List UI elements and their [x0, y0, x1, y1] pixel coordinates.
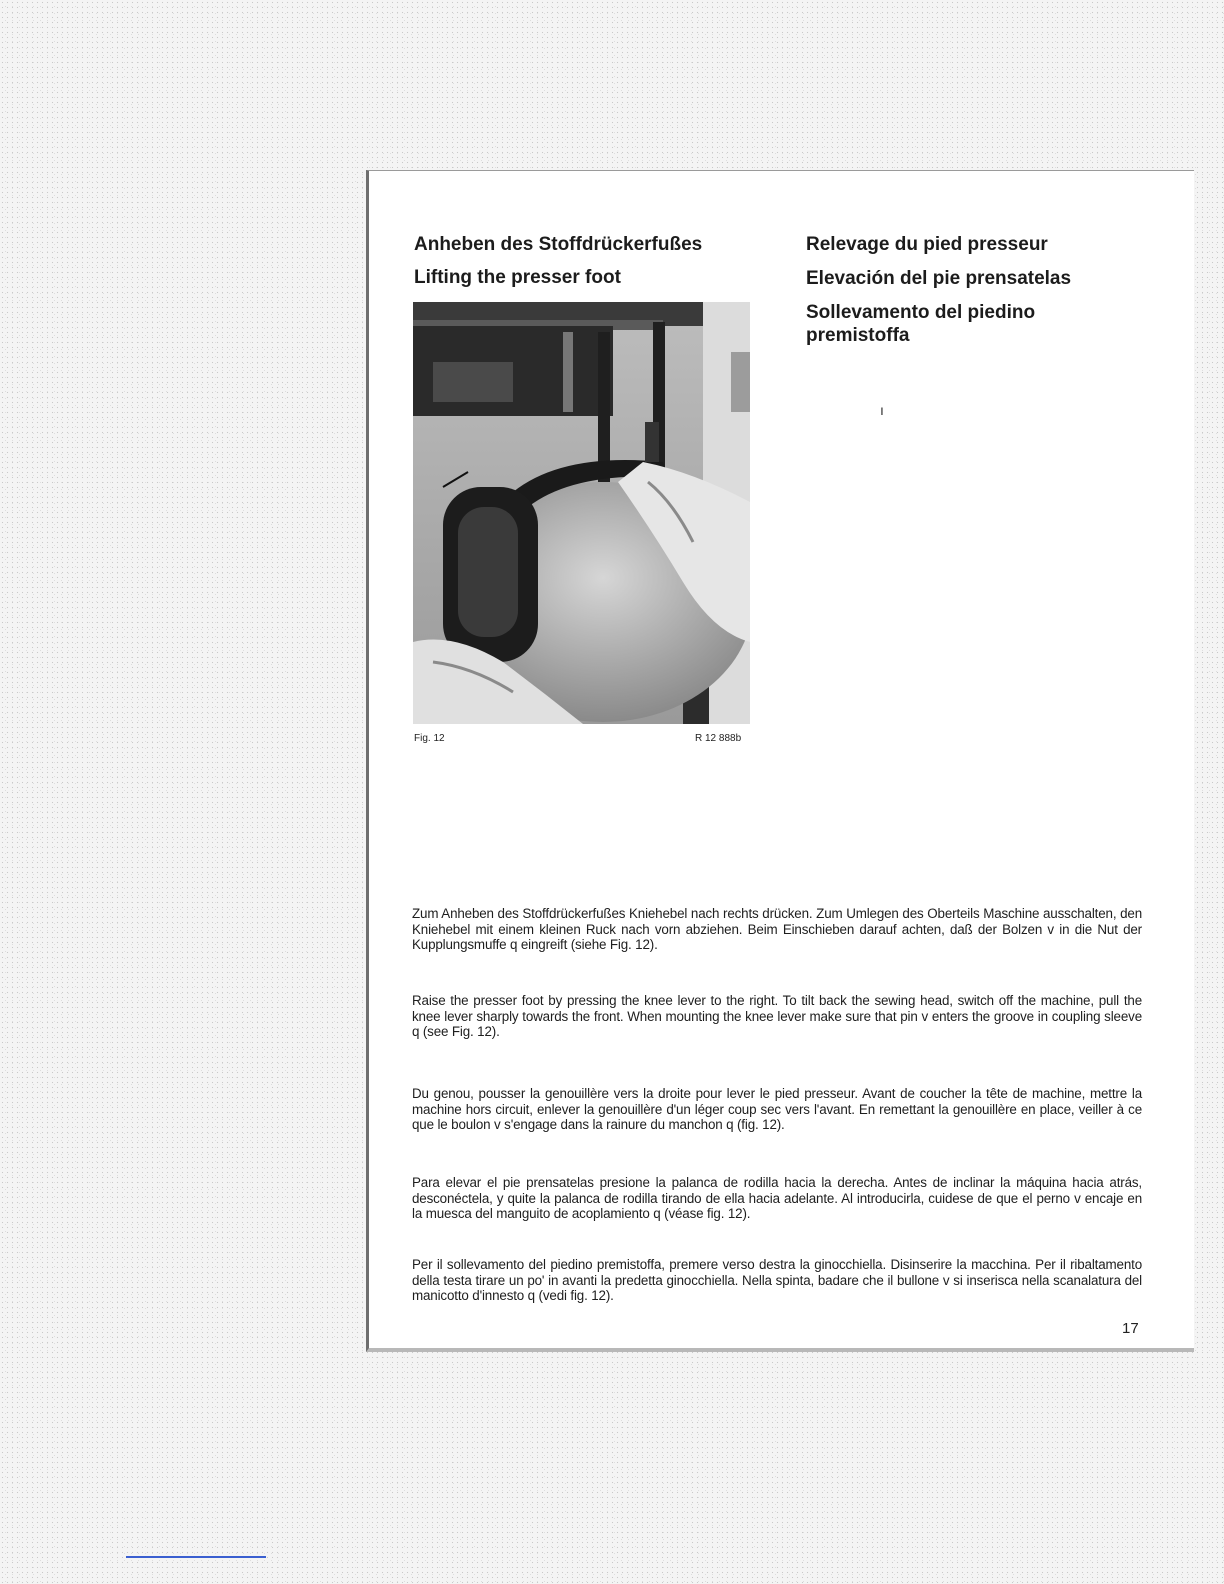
- heading-spanish: Elevación del pie prensatelas: [806, 268, 1072, 289]
- paragraph-english: Raise the presser foot by pressing the knee lever to the right. To tilt back the sewing head, switch off the machine, pull the knee lever sharply towards the front. When mounting the knee lever make sure that pin v enters the groove in coupling sleeve q (see Fig. 12).: [412, 993, 1142, 1039]
- paragraph-german: Zum Anheben des Stoffdrückerfußes Kniehebel nach rechts drücken. Zum Umlegen des Oberteils Maschine ausschalten, den Kniehebel mit einem kleinen Ruck nach vorn abziehen. Beim Einschieben darauf achten, daß der Bolzen v in die Nut der Kupplungsmuffe q eingreift (siehe Fig. 12).: [412, 906, 1142, 952]
- heading-french: Relevage du pied presseur: [806, 234, 1048, 255]
- heading-german: Anheben des Stoffdrückerfußes: [414, 234, 703, 255]
- paragraph-spanish: Para elevar el pie prensatelas presione la palanca de rodilla hacia la derecha. Antes de inclinar la máquina hacia atrás, desconéctela, y quite la palanca de rodilla tirando de ella hacia adelante. Al introducirla, cuidese de que el perno v encaje en la muesca del manguito de acoplamiento q (véase fig. 12).: [412, 1175, 1142, 1221]
- paragraph-italian: Per il sollevamento del piedino premistoffa, premere verso destra la ginocchiella. Disinserire la macchina. Per il ribaltamento della testa tirare un po' in avanti la predetta ginocchiella. Nella spinta, badare che il bullone v si inserisca nella scanalatura del manicotto d'innesto q (vedi fig. 12).: [412, 1257, 1142, 1303]
- stray-mark: ı: [880, 402, 884, 418]
- page-number: 17: [1122, 1320, 1139, 1337]
- heading-italian-line1: Sollevamento del piedino: [806, 302, 1036, 323]
- figure-photo-knee-lever: [413, 302, 750, 724]
- figure-code: R 12 888b: [695, 733, 742, 744]
- paragraph-french: Du genou, pousser la genouillère vers la droite pour lever le pied presseur. Avant de coucher la tête de machine, mettre la machine hors circuit, enlever la genouillère d'un léger coup sec vers l'avant. En remettant la genouillère en place, veiller à ce que le boulon v s'engage dans la rainure du manchon q (fig. 12).: [412, 1086, 1142, 1132]
- figure-label: Fig. 12: [414, 733, 445, 744]
- scan-edge-mark: [126, 1556, 266, 1558]
- heading-english: Lifting the presser foot: [414, 267, 621, 288]
- heading-italian-line2: premistoffa: [806, 325, 910, 346]
